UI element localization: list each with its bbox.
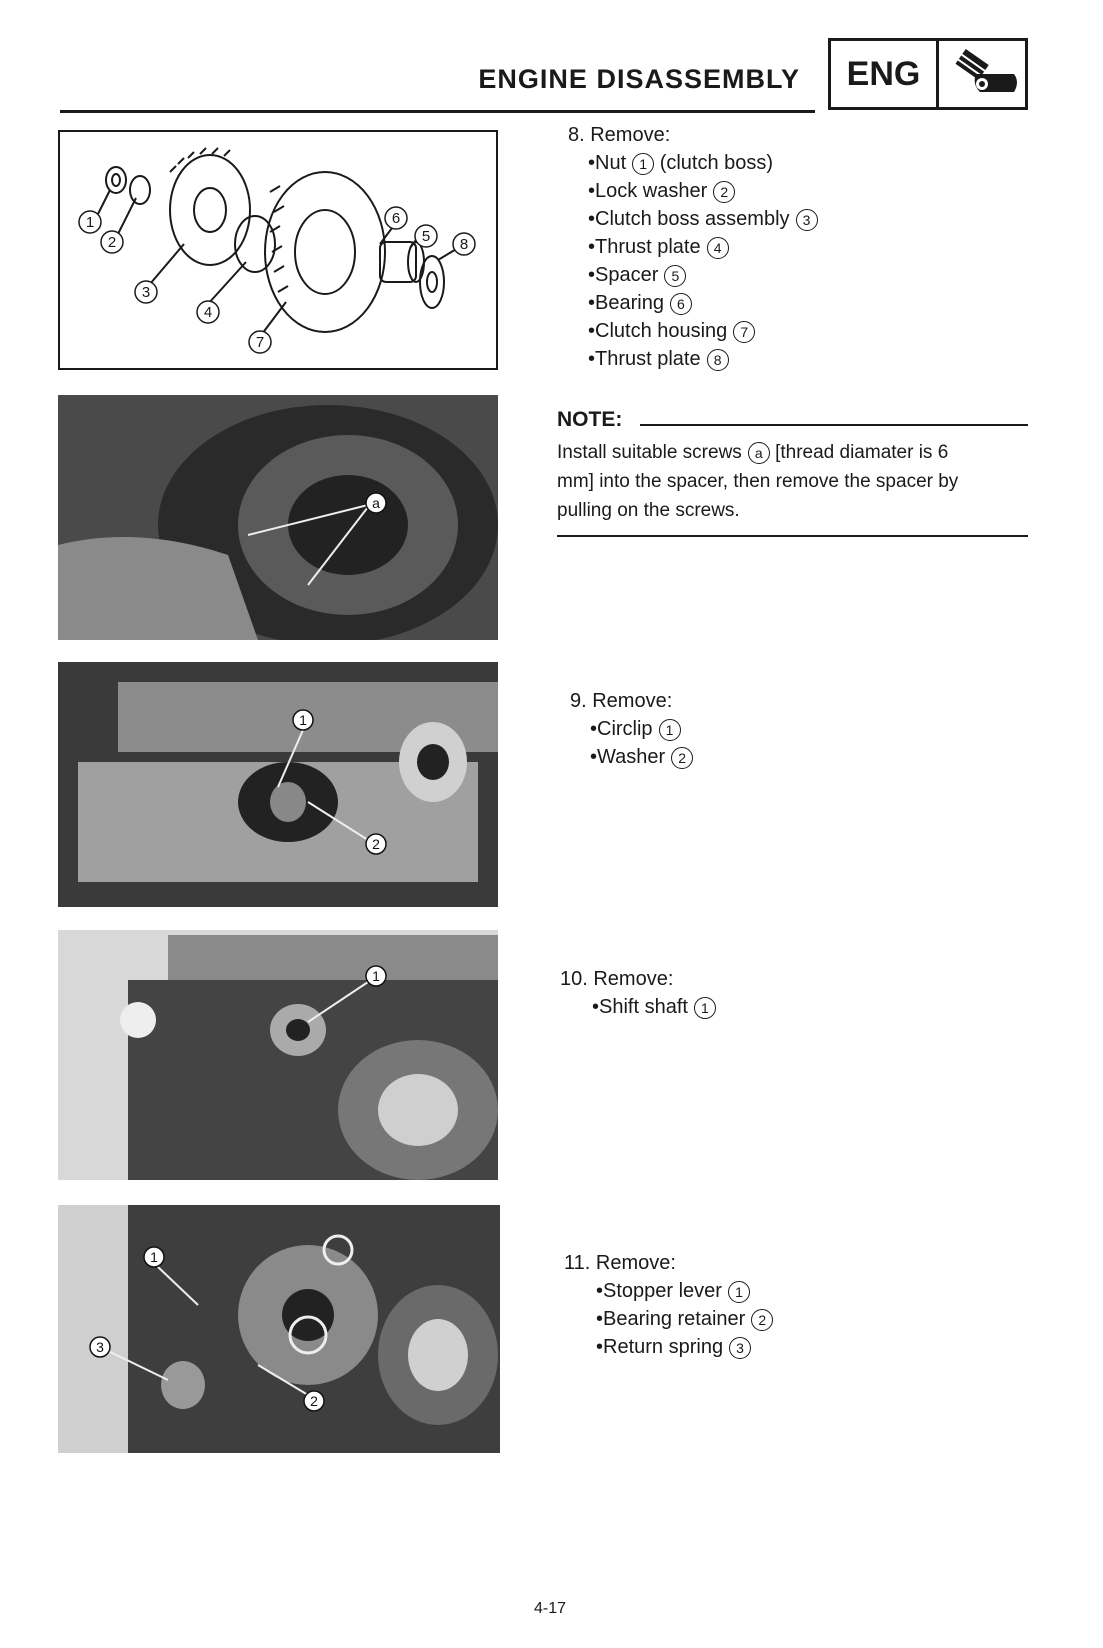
- diagram-callout: 5: [421, 228, 431, 245]
- diagram-callout: 1: [85, 214, 95, 231]
- photo-callout: 2: [372, 836, 380, 852]
- step-title: 9. Remove:: [570, 690, 673, 712]
- list-item: •Thrust plate 8: [588, 345, 818, 373]
- diagram-callout: 3: [141, 284, 151, 301]
- photo-callout: 2: [310, 1393, 318, 1409]
- photo-callout: 1: [299, 712, 307, 728]
- step-item-list: [592, 993, 716, 1021]
- section-badge: [828, 38, 1028, 110]
- note-rule: [640, 424, 1028, 426]
- diagram-callout: 4: [203, 304, 213, 321]
- engine-icon: [939, 41, 1025, 107]
- photo-circlip-washer: [58, 662, 498, 907]
- photo-callout: 1: [150, 1249, 158, 1265]
- note-label: NOTE:: [557, 408, 623, 431]
- list-item: •Nut 1 (clutch boss): [588, 152, 774, 174]
- photo-callout: 1: [372, 968, 380, 984]
- photo-clutch-spacer-removal: [58, 395, 498, 640]
- photo-callout: a: [372, 495, 380, 511]
- list-item: •Spacer 5: [588, 261, 818, 289]
- step-9: [570, 690, 693, 771]
- list-item: •Clutch boss assembly 3: [588, 205, 818, 233]
- diagram-callout: 7: [255, 334, 265, 351]
- step-title: 10. Remove:: [560, 968, 674, 990]
- note-text: Install suitable screws a [thread diamater is 6 mm] into the spacer, then remove the spacer by pulling on the screws.: [557, 442, 959, 521]
- list-item: •Bearing 6: [588, 289, 818, 317]
- step-title: 11. Remove:: [564, 1252, 676, 1274]
- list-item: •Thrust plate 4: [588, 233, 818, 261]
- step-10: [560, 968, 716, 1021]
- note-bottom-rule: [557, 535, 1028, 537]
- clutch-exploded-diagram: [58, 130, 498, 370]
- step-8: [568, 124, 818, 373]
- step-item-list: [596, 1277, 773, 1361]
- diagram-callout: 6: [391, 210, 401, 227]
- photo-shift-shaft: [58, 930, 498, 1180]
- step-item-list: [588, 149, 818, 373]
- photo-callout: 3: [96, 1339, 104, 1355]
- step-item-list: [590, 715, 693, 771]
- step-title: 8. Remove:: [568, 124, 671, 146]
- list-item: •Clutch housing 7: [588, 317, 818, 345]
- page-title: ENGINE DISASSEMBLY: [478, 64, 800, 94]
- section-badge-label: ENG: [831, 41, 939, 107]
- list-item: •Bearing retainer 2: [596, 1305, 773, 1333]
- header-rule: [60, 110, 815, 113]
- step-11: [564, 1252, 773, 1361]
- photo-stopper-lever: [58, 1205, 500, 1453]
- list-item: •Shift shaft 1: [592, 993, 716, 1021]
- list-item: •Lock washer 2: [588, 177, 818, 205]
- page-number: 4-17: [533, 1600, 567, 1617]
- list-item: •Circlip 1: [590, 715, 693, 743]
- list-item: •Washer 2: [590, 743, 693, 771]
- diagram-callout: 8: [459, 236, 469, 253]
- list-item: •Return spring 3: [596, 1333, 773, 1361]
- diagram-callout: 2: [107, 234, 117, 251]
- list-item: •Stopper lever 1: [596, 1277, 773, 1305]
